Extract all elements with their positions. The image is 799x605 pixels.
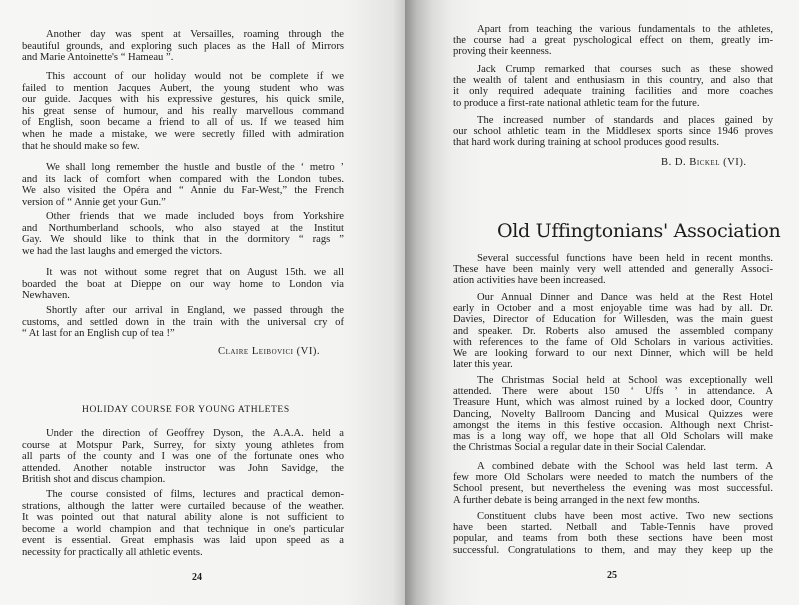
text-line: boarded the boat at Dieppe on our way home to London via <box>22 278 344 290</box>
text-line: when he made a mistake, we were secretly filled with admiration <box>22 128 344 140</box>
text-line: the wealth of talent and enthusiasm in this country, and also that <box>453 75 773 87</box>
text-line: British shot and discus champion. <box>22 474 166 486</box>
text-line: all parts of the county and I was one of the fortunate ones who <box>22 451 344 463</box>
paragraph <box>453 511 773 556</box>
paragraph <box>22 267 344 302</box>
paragraph <box>453 461 773 506</box>
page-number: 24 <box>192 572 202 583</box>
paragraph <box>453 292 773 370</box>
text-line: necessity for practically all athletic events. <box>22 546 203 558</box>
paragraph <box>22 489 344 559</box>
section-heading: HOLIDAY COURSE FOR YOUNG ATHLETES <box>82 405 290 415</box>
text-line: attended. There were about 150 ‘ Uffs ’ in attendance. A <box>453 386 773 398</box>
paragraph <box>453 253 773 287</box>
text-line: We are looking forward to our next Dinner, which will be held <box>453 348 773 360</box>
text-line: later this year. <box>453 359 513 371</box>
text-line: Another day was spent at Versailles, roaming through the <box>46 29 344 40</box>
text-line: early in October and a most enjoyable time was had by all. Dr. <box>453 303 773 315</box>
signature: B. D. Bickel (VI). <box>661 157 747 168</box>
text-line: to produce a first-rate national athletic team for the future. <box>453 97 700 109</box>
text-line: mas is a long way off, we hope that all Old Scholars will make <box>453 431 773 443</box>
text-line: Treasure Hunt, which was almost ruined by a locked door, Country <box>453 397 773 409</box>
text-line: Apart from teaching the various fundamentals to the athletes, <box>477 24 773 35</box>
text-line: Constituent clubs have been most active. Two new sections <box>477 511 773 522</box>
text-line: beautiful grounds, and exploring such places as the Hall of Mirrors <box>22 40 344 52</box>
text-line: that hard work during training at school produces good results. <box>453 137 719 149</box>
text-line: strations, although the latter were curtailed because of the weather. <box>22 500 344 512</box>
text-line: “ At last for an English cup of tea !” <box>22 328 175 340</box>
text-line: with references to the fame of Old Scholars in various activities. <box>453 336 773 348</box>
text-line: A further debate is being arranged in the next few months. <box>453 494 700 506</box>
text-line: The Christmas Social held at School was exceptionally well <box>477 375 773 386</box>
text-line: of English, soon became a friend to all of us. If we teased him <box>22 117 344 129</box>
text-line: Our Annual Dinner and Dance was held at the Rest Hotel <box>477 292 773 303</box>
text-line: The increased number of standards and places gained by <box>477 115 773 126</box>
text-line: amongst the items in this festive occasion. Although next Christ- <box>453 419 773 431</box>
text-line: attended. Another notable instructor was John Savidge, the <box>22 462 344 474</box>
text-line: and speaker. Dr. Roberts also amused the assembled company <box>453 325 773 337</box>
paragraph <box>453 24 773 58</box>
paragraph <box>453 375 773 453</box>
text-line: event is essential. Great emphasis was laid upon speed as a <box>22 535 344 547</box>
text-line: our school athletic team in the Middlesex sports since 1946 proves <box>453 126 773 138</box>
text-line: that he should make so few. <box>22 140 140 152</box>
text-line: Jack Crump remarked that courses such as these showed <box>477 64 773 75</box>
text-line: This account of our holiday would not be complete if we <box>46 71 344 82</box>
text-line: Davies, Director of Education for Willesden, was the main guest <box>453 314 773 326</box>
text-line: few more Old Scholars were needed to match the numbers of the <box>453 472 773 484</box>
text-line: Under the direction of Geoffrey Dyson, the A.A.A. held a <box>46 428 344 439</box>
text-line: Several successful functions have been held in recent months. <box>477 253 773 264</box>
text-line: and its lack of comfort when compared with the London tubes. <box>22 173 344 185</box>
signature: Claire Leibovici (VI). <box>218 346 321 357</box>
text-line: it only required adequate training facilities and more coaches <box>453 86 773 98</box>
paragraph <box>22 211 344 257</box>
paragraph <box>22 305 344 340</box>
text-line: the Christmas Social a regular date in their Social Calendar. <box>453 442 706 454</box>
text-line: The course consisted of films, lectures and practical demon- <box>46 489 344 500</box>
text-line: successful. Congratulations to them, and may they keep up the <box>453 544 773 556</box>
paragraph <box>22 162 344 208</box>
text-line: and Northumberland schools, who also stayed at the Institut <box>22 222 344 234</box>
text-line: we had the last laughs and emerged the victors. <box>22 245 223 257</box>
text-line: We also visited the Opéra and “ Annie du Far-West,” the French <box>22 185 344 197</box>
text-line: It was pointed out that natural ability alone is not sufficient to <box>22 512 344 524</box>
text-line: failed to mention Jacques Aubert, the young student who was <box>22 82 344 94</box>
text-line: proving their keenness. <box>453 46 552 58</box>
text-line: Shortly after our arrival in England, we passed through the <box>46 305 344 316</box>
text-line: These have been mainly very well attended and generally Associ- <box>453 264 773 276</box>
text-line: course at Motspur Park, Surrey, for sixty young athletes from <box>22 439 344 451</box>
text-line: It was not without some regret that on August 15th. we all <box>46 267 344 278</box>
text-line: version of “ Annie get your Gun.” <box>22 196 166 208</box>
paragraph <box>22 29 344 64</box>
text-line: Newhaven. <box>22 290 70 302</box>
paragraph <box>453 64 773 109</box>
paragraph <box>22 428 344 486</box>
article-title: Old Uffingtonians' Association <box>497 220 781 242</box>
text-line: customs, and settled down in the train with the universal cry of <box>22 316 344 328</box>
text-line: popular, and teams from both these sections have been most <box>453 533 773 545</box>
paragraph <box>453 115 773 149</box>
text-line: Gay. We should like to think that in the dormitory “ rags ” <box>22 234 344 246</box>
text-line: and Marie Antoinette's “ Hameau ”. <box>22 52 174 64</box>
text-line: Dancing, Novelty Ballroom Dancing and Musical Quizzes were <box>453 408 773 420</box>
text-line: the course had a great pyschological effect on them, greatly im- <box>453 35 773 47</box>
page-number: 25 <box>607 570 617 581</box>
right-page <box>405 0 799 605</box>
text-line: ation activities have been increased. <box>453 275 606 287</box>
text-line: have been started. Netball and Table-Tennis have proved <box>453 522 773 534</box>
text-line: become a world champion and that technique in one's particular <box>22 523 344 535</box>
text-line: Other friends that we made included boys from Yorkshire <box>46 211 344 222</box>
paragraph <box>22 71 344 152</box>
text-line: School present, but nevertheless the evening was most successful. <box>453 483 773 495</box>
text-line: our guide. Jacques with his expressive gestures, his quick smile, <box>22 94 344 106</box>
text-line: We shall long remember the hustle and bustle of the ‘ metro ’ <box>46 162 344 173</box>
text-line: his great sense of humour, and his really marvellous command <box>22 105 344 117</box>
text-line: A combined debate with the School was held last term. A <box>477 461 773 472</box>
